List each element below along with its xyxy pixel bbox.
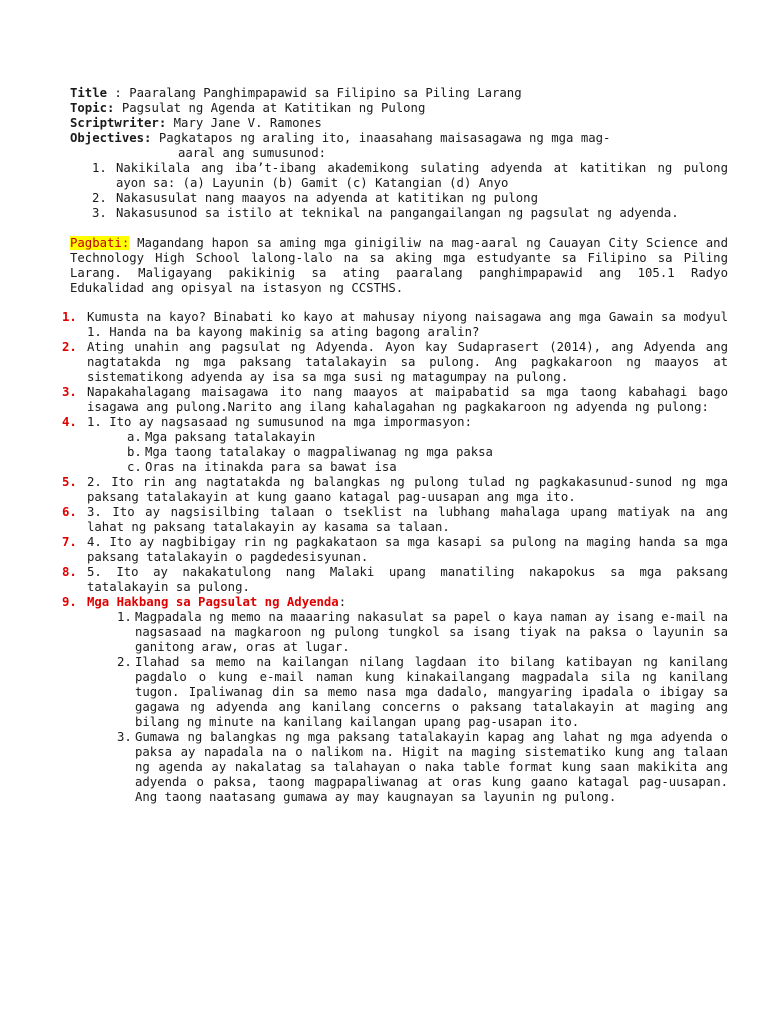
- item-number: 5.: [62, 475, 77, 489]
- sub-letter: c.: [127, 460, 142, 474]
- scriptwriter-line: [70, 116, 728, 131]
- sub-text: Mga taong tatalakay o magpaliwanag ng mga paksa: [145, 445, 493, 459]
- list-item: [62, 310, 728, 340]
- steps-heading: Mga Hakbang sa Pagsulat ng Adyenda: [87, 595, 339, 609]
- item-text: 2. Ito rin ang nagtatakda ng balangkas ng pulong tulad ng pagkakasunud-sunod ng mga paksang tatalakayin at kung gaano katagal pag-uusapan ang mga ito.: [87, 475, 728, 504]
- scriptwriter-label: Scriptwriter:: [70, 116, 167, 130]
- greeting-text: Magandang hapon sa aming mga ginigiliw na mag-aaral ng Cauayan City Science and Technology High School lalong-lalo na sa aking mga estudyante sa Filipino sa Piling Larang. Maligayang pakikinig sa ating paaralang panghimpapawid ang 105.1 Radyo Edukalidad ang opisyal na istasyon ng CCSTHS.: [70, 236, 728, 295]
- sub-list: [87, 430, 728, 475]
- title-value: : Paaralang Panghimpapawid sa Filipino sa Piling Larang: [107, 86, 522, 100]
- item-number: 2.: [62, 340, 77, 354]
- step-text: Ilahad sa memo na kailangan nilang lagdaan ito bilang katibayan ng kanilang pagdalo o kung e-mail naman kung kinakailangang magpadala sila ng kanilang tugon. Ipaliwanag din sa memo nasa mga dadalo, mangyaring ipadala o ibigay sa gagawa ng adyenda ang kanilang concerns o paksang tatalakayin at maging ang bilang ng minute na kanilang kailangan upang pag-usapan ito.: [135, 655, 728, 729]
- sub-text: Oras na itinakda para sa bawat isa: [145, 460, 397, 474]
- steps-heading-number: 9.: [62, 595, 77, 609]
- list-item: [62, 385, 728, 415]
- list-item: [62, 475, 728, 505]
- list-item: [62, 565, 728, 595]
- topic-label: Topic:: [70, 101, 115, 115]
- item-number: 6.: [62, 505, 77, 519]
- step-item: [87, 730, 728, 805]
- steps-list: [87, 610, 728, 805]
- item-text: 3. Ito ay nagsisilbing talaan o tseklist na lubhang mahalaga upang matiyak na ang lahat ng paksang tatalakayin ay kasama sa talaan.: [87, 505, 728, 534]
- step-item: [87, 610, 728, 655]
- step-text: Gumawa ng balangkas ng mga paksang tatalakayin kapag ang lahat ng mga adyenda o paksa ay napadala na o nalikom na. Higit na maging sistematiko kung ang talaan ng agenda ay nakalatag sa talahayan o naka table format kung saan makikita ang adyenda o paksa, taong magpapaliwanag at oras kung gaano katagal pag-uusapan. Ang taong naatasang gumawa ay may kaugnayan sa layunin ng pulong.: [135, 730, 728, 804]
- topic-line: [70, 101, 728, 116]
- item-text: Napakahalagang maisagawa ito nang maayos at maipabatid sa mga taong kabahagi bago isagawa ang pulong.Narito ang ilang kahalagahan ng pagkakaroon ng adyenda ng pulong:: [87, 385, 728, 414]
- main-list: [62, 310, 728, 805]
- objective-item: [70, 206, 728, 221]
- objectives-value: Pagkatapos ng araling ito, inaasahang maisasagawa ng mga mag-: [151, 131, 611, 145]
- step-number: 1.: [117, 610, 132, 624]
- objective-item: [70, 191, 728, 206]
- sub-item: [87, 445, 728, 460]
- objective-number: 2.: [92, 191, 107, 205]
- scriptwriter-value: Mary Jane V. Ramones: [166, 116, 322, 130]
- greeting-paragraph: [70, 236, 728, 296]
- objective-text: Nakasusunod sa istilo at teknikal na pangangailangan ng pagsulat ng adyenda.: [116, 206, 679, 220]
- item-number: 7.: [62, 535, 77, 549]
- sub-letter: b.: [127, 445, 142, 459]
- objectives-list: [70, 161, 728, 221]
- step-item: [87, 655, 728, 730]
- objective-item: [70, 161, 728, 191]
- steps-section: [62, 595, 728, 805]
- sub-item: [87, 460, 728, 475]
- sub-item: [87, 430, 728, 445]
- title-line: [70, 86, 728, 101]
- topic-value: Pagsulat ng Agenda at Katitikan ng Pulong: [114, 101, 426, 115]
- objective-number: 3.: [92, 206, 107, 220]
- item-text: Kumusta na kayo? Binabati ko kayo at mahusay niyong naisagawa ang mga Gawain sa modyul 1. Handa na ba kayong makinig sa ating bagong aralin?: [87, 310, 728, 339]
- sub-text: Mga paksang tatalakayin: [145, 430, 316, 444]
- objectives-line: [70, 131, 728, 146]
- objectives-label: Objectives:: [70, 131, 152, 145]
- title-label: Title: [70, 86, 108, 100]
- item-number: 3.: [62, 385, 77, 399]
- objectives-continuation: aaral ang sumusunod:: [178, 146, 327, 160]
- item-number: 4.: [62, 415, 77, 429]
- item-text: Ating unahin ang pagsulat ng Adyenda. Ayon kay Sudaprasert (2014), ang Adyenda ang nagtatakda ng mga paksang tatalakayin sa pulong. Ang pagkakaroon ng maayos at sistematikong adyenda ay isa sa mga susi ng matagumpay na pulong.: [87, 340, 728, 384]
- objective-text: Nakikilala ang iba’t-ibang akademikong sulating adyenda at katitikan ng pulong ayon sa: (a) Layunin (b) Gamit (c) Katangian (d) Anyo: [116, 161, 728, 190]
- objective-number: 1.: [92, 161, 107, 175]
- step-number: 3.: [117, 730, 132, 744]
- list-item: [62, 505, 728, 535]
- list-item: [62, 415, 728, 475]
- step-text: Magpadala ng memo na maaaring nakasulat sa papel o kaya naman ay isang e-mail na nagsasaad na magkaroon ng pulong tungkol sa isang tiyak na paksa o layunin sa ganitong araw, oras at lugar.: [135, 610, 728, 654]
- item-text: 4. Ito ay nagbibigay rin ng pagkakataon sa mga kasapi sa pulong na maging handa sa mga paksang tatalakayin o pagdedesisyunan.: [87, 535, 728, 564]
- list-item: [62, 535, 728, 565]
- step-number: 2.: [117, 655, 132, 669]
- item-text: 1. Ito ay nagsasaad ng sumusunod na mga impormasyon:: [87, 415, 472, 429]
- greeting-label: Pagbati:: [70, 236, 130, 250]
- sub-letter: a.: [127, 430, 142, 444]
- item-text: 5. Ito ay nakakatulong nang Malaki upang manatiling nakapokus sa mga paksang tatalakayin sa pulong.: [87, 565, 728, 594]
- item-number: 1.: [62, 310, 77, 324]
- steps-heading-colon: :: [338, 595, 347, 609]
- item-number: 8.: [62, 565, 77, 579]
- objective-text: Nakasusulat nang maayos na adyenda at katitikan ng pulong: [116, 191, 538, 205]
- list-item: [62, 340, 728, 385]
